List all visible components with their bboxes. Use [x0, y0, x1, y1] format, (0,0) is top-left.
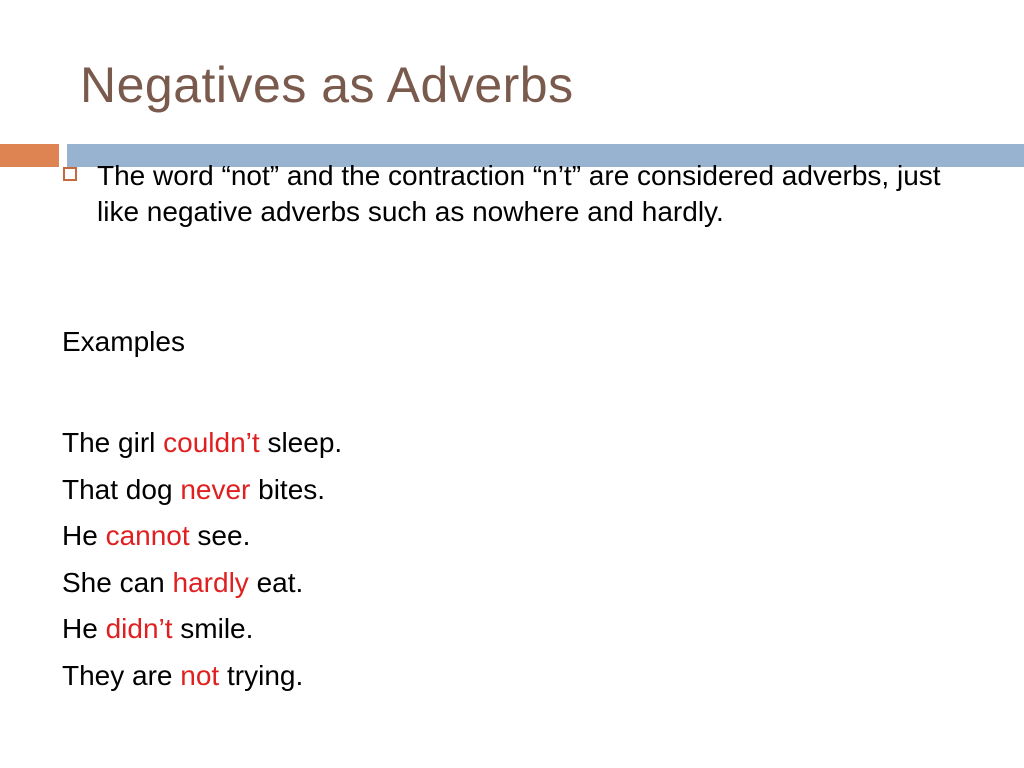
example-list [62, 420, 342, 699]
examples-label: Examples [62, 326, 185, 357]
example-highlight: couldn’t [163, 427, 260, 458]
example-text-before: She can [62, 566, 173, 598]
example-highlight: not [180, 659, 220, 691]
example-text-after: smile. [172, 613, 254, 644]
example-sentence [62, 560, 342, 607]
example-sentence [62, 606, 342, 653]
example-text-after: see. [189, 520, 251, 551]
example-sentence [62, 653, 342, 700]
example-highlight: cannot [105, 520, 190, 551]
example-text-after: trying. [219, 659, 304, 691]
example-text-before: He [62, 520, 106, 551]
example-text-before: The girl [62, 427, 164, 458]
example-text-after: bites. [250, 473, 326, 505]
example-text-before: He [62, 613, 106, 644]
example-sentence [62, 420, 342, 467]
example-text-before: That dog [62, 473, 181, 505]
example-sentence [62, 513, 342, 560]
example-text-after: sleep. [259, 427, 343, 458]
example-text-before: They are [62, 659, 181, 691]
example-highlight: didn’t [105, 613, 173, 644]
hollow-square-bullet-icon [63, 167, 77, 181]
slide-title: Negatives as Adverbs [80, 57, 574, 113]
bullet-text: The word “not” and the contraction “n’t” are considered adverbs, just like negative adverbs such as nowhere and hardly. [97, 160, 941, 227]
example-highlight: never [180, 473, 251, 505]
example-text-after: eat. [248, 566, 304, 598]
example-sentence [62, 467, 342, 514]
example-highlight: hardly [172, 566, 249, 598]
